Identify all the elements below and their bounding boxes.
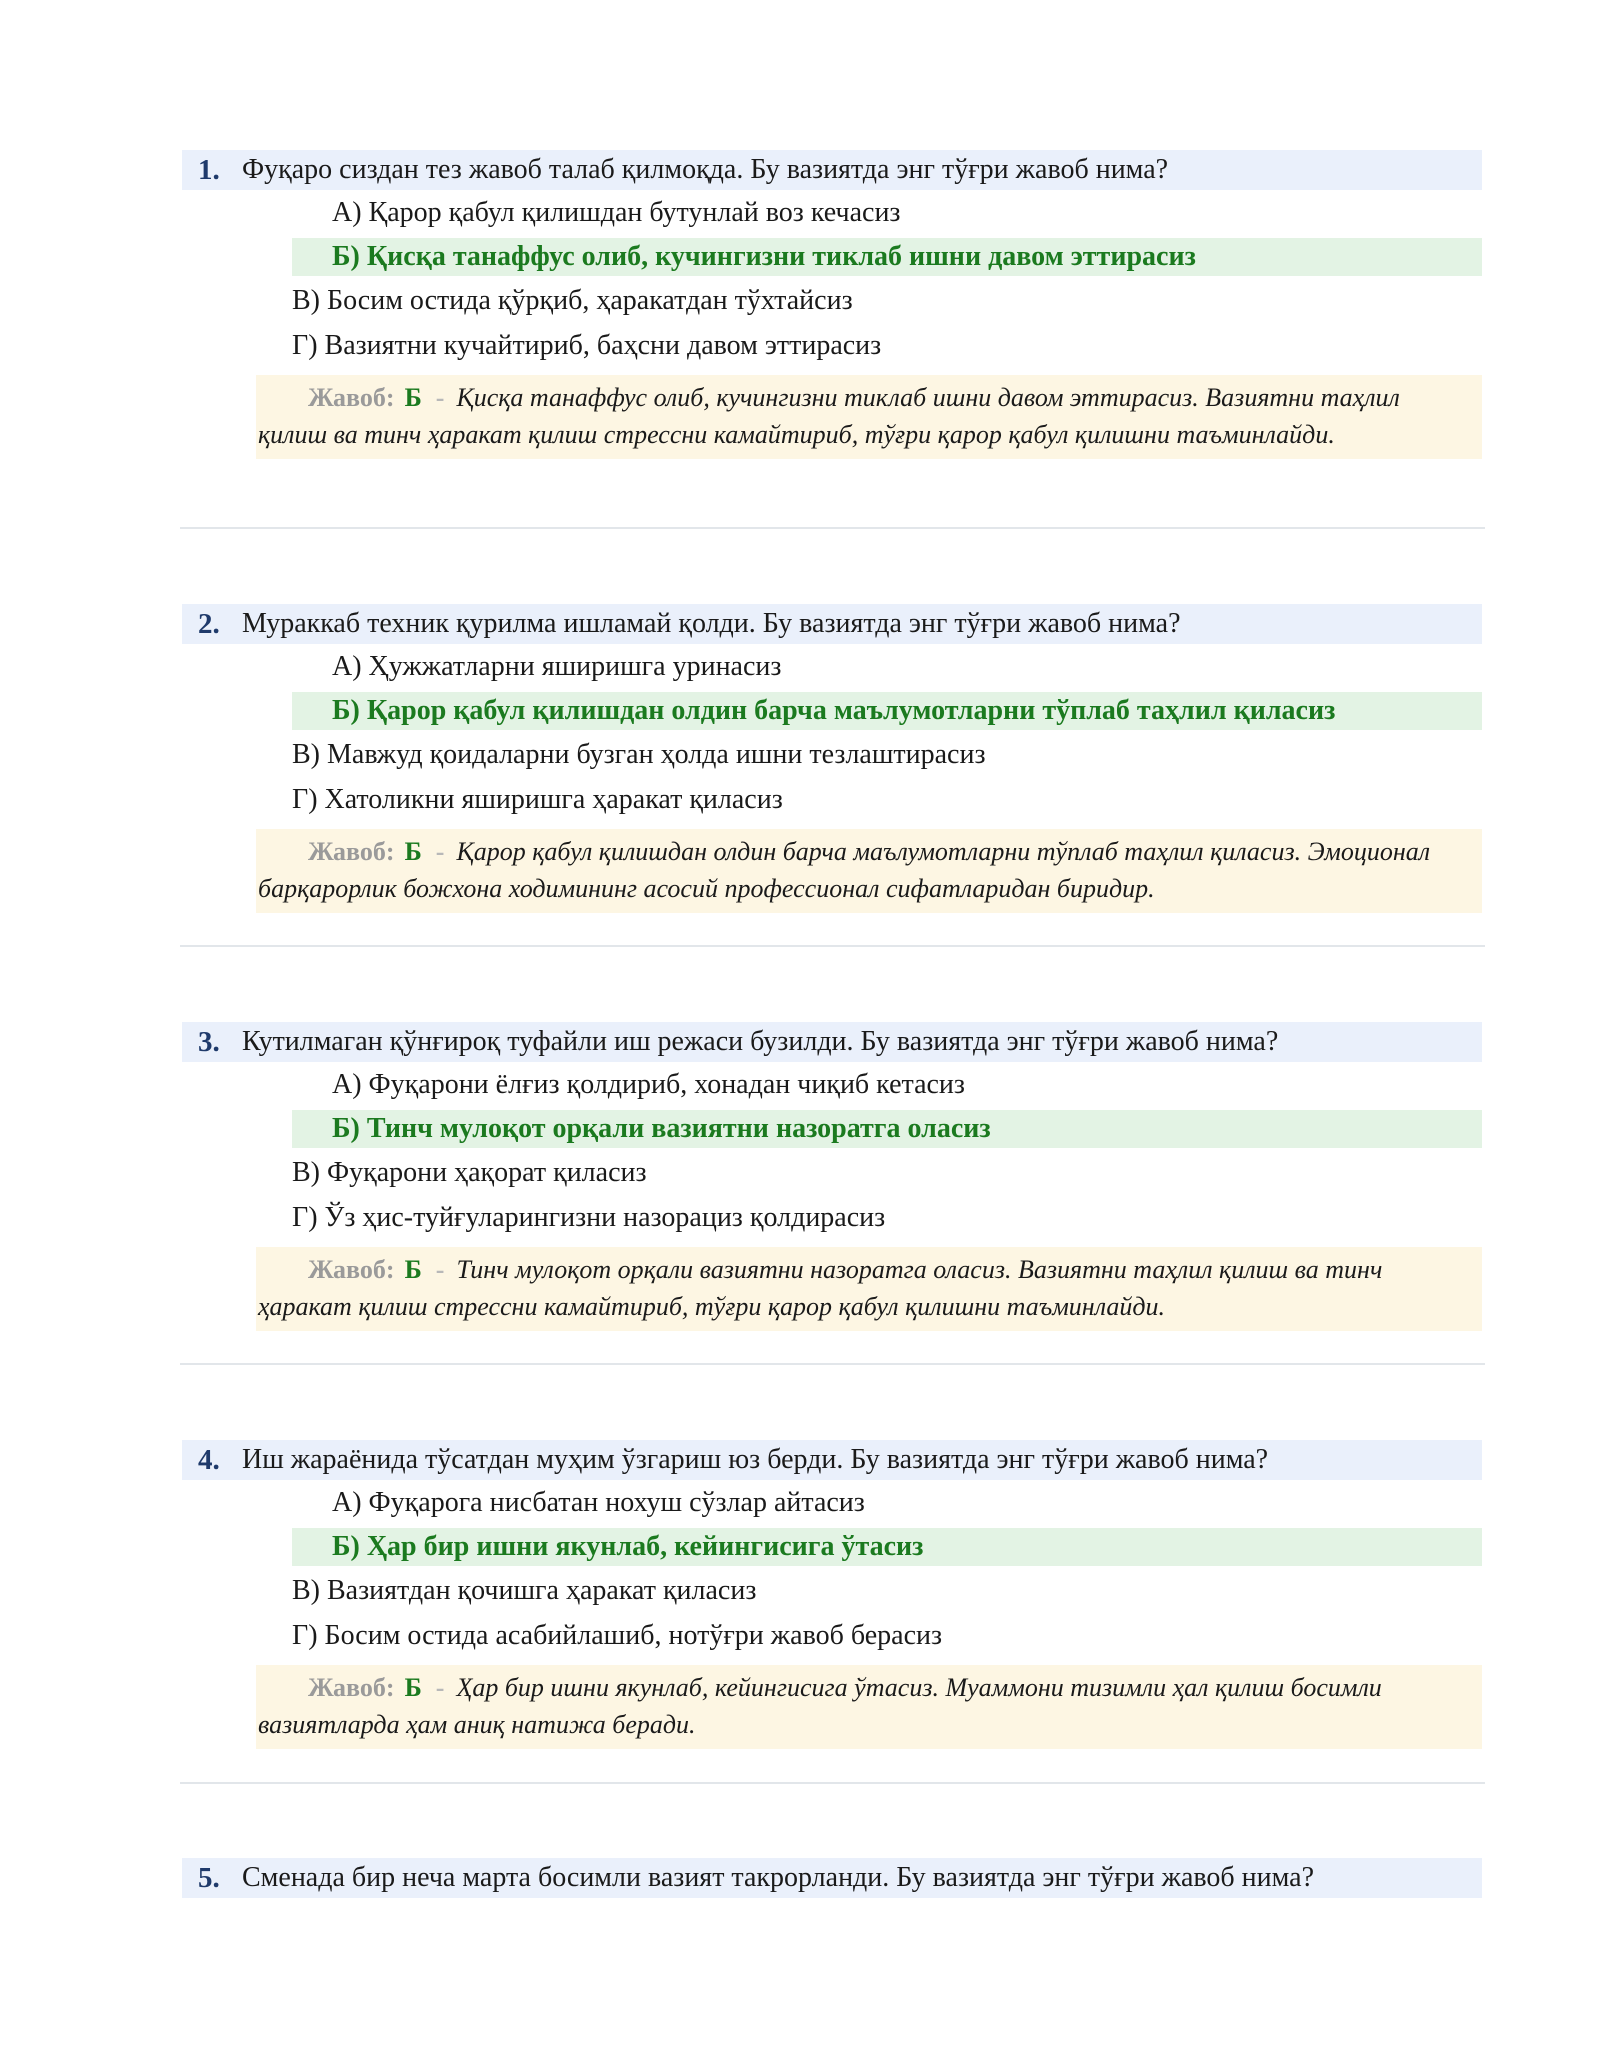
answer-text: Қисқа танаффус олиб, кучингизни тиклаб ишни давом эттирасиз. Вазиятни таҳлил қилиш ва тинч ҳаракат қилиш стрессни камайтириб, тўғри қарор қабул қилишни таъминлайди. xyxy=(258,383,1400,449)
option-b-text: Б) Ҳар бир ишни якунлаб, кейингисига ўтасиз xyxy=(332,1531,924,1562)
answer-label: Жавоб: xyxy=(308,383,395,412)
question-divider xyxy=(180,527,1485,529)
option-a: А) Қарор қабул қилишдан бутунлай воз кечасиз xyxy=(332,197,901,228)
question-text: Мураккаб техник қурилма ишламай қолди. Бу вазиятда энг тўғри жавоб нима? xyxy=(242,608,1181,639)
option-b-correct xyxy=(292,1528,1482,1566)
option-b-text: Б) Тинч мулоқот орқали вазиятни назоратга оласиз xyxy=(332,1113,991,1144)
answer-explanation xyxy=(256,1247,1482,1331)
question-text: Кутилмаган қўнғироқ туфайли иш режаси бузилди. Бу вазиятда энг тўғри жавоб нима? xyxy=(242,1026,1279,1057)
question-divider xyxy=(180,1782,1485,1784)
option-a: А) Ҳужжатларни яширишга уринасиз xyxy=(332,651,782,682)
option-a: А) Фуқарони ёлғиз қолдириб, хонадан чиқиб кетасиз xyxy=(332,1069,965,1100)
question-number: 5. xyxy=(198,1862,220,1894)
answer-letter: Б xyxy=(404,1255,422,1284)
question-number: 1. xyxy=(198,154,220,186)
option-d: Г) Вазиятни кучайтириб, баҳсни давом эттирасиз xyxy=(292,330,882,361)
question-number: 4. xyxy=(198,1444,220,1476)
answer-letter: Б xyxy=(404,1673,422,1702)
option-b-correct xyxy=(292,238,1482,276)
question-text: Сменада бир неча марта босимли вазият такрорланди. Бу вазиятда энг тўғри жавоб нима? xyxy=(242,1862,1314,1893)
option-b-text: Б) Қисқа танаффус олиб, кучингизни тиклаб ишни давом эттирасиз xyxy=(332,241,1196,272)
answer-explanation xyxy=(256,375,1482,459)
answer-text: Ҳар бир ишни якунлаб, кейингисига ўтасиз. Муаммони тизимли ҳал қилиш босимли вазиятларда ҳам аниқ натижа беради. xyxy=(258,1673,1382,1739)
option-c: В) Мавжуд қоидаларни бузган ҳолда ишни тезлаштирасиз xyxy=(292,739,986,770)
question-number: 2. xyxy=(198,608,220,640)
answer-dash: - xyxy=(435,1255,445,1284)
answer-explanation xyxy=(256,1665,1482,1749)
option-d: Г) Хатоликни яширишга ҳаракат қиласиз xyxy=(292,784,783,815)
option-b-correct xyxy=(292,1110,1482,1148)
question-text: Фуқаро сиздан тез жавоб талаб қилмоқда. Бу вазиятда энг тўғри жавоб нима? xyxy=(242,154,1169,185)
answer-text: Тинч мулоқот орқали вазиятни назоратга оласиз. Вазиятни таҳлил қилиш ва тинч ҳаракат қилиш стрессни камайтириб, тўғри қарор қабул қилишни таъминлайди. xyxy=(258,1255,1383,1321)
answer-label: Жавоб: xyxy=(308,1255,395,1284)
option-d: Г) Ўз ҳис-туйғуларингизни назорациз қолдирасиз xyxy=(292,1202,886,1233)
option-c: В) Вазиятдан қочишга ҳаракат қиласиз xyxy=(292,1575,757,1606)
answer-dash: - xyxy=(435,1673,445,1702)
option-c: В) Фуқарони ҳақорат қиласиз xyxy=(292,1157,647,1188)
answer-label: Жавоб: xyxy=(308,1673,395,1702)
answer-dash: - xyxy=(435,837,445,866)
answer-explanation xyxy=(256,829,1482,913)
question-number: 3. xyxy=(198,1026,220,1058)
answer-text: Қарор қабул қилишдан олдин барча маълумотларни тўплаб таҳлил қиласиз. Эмоционал барқарорлик божхона ходимининг асосий профессионал сифатларидан биридир. xyxy=(258,837,1431,903)
answer-letter: Б xyxy=(404,383,422,412)
option-d: Г) Босим остида асабийлашиб, нотўғри жавоб берасиз xyxy=(292,1620,943,1651)
question-text: Иш жараёнида тўсатдан муҳим ўзгариш юз берди. Бу вазиятда энг тўғри жавоб нима? xyxy=(242,1444,1269,1475)
answer-label: Жавоб: xyxy=(308,837,395,866)
option-b-text: Б) Қарор қабул қилишдан олдин барча маълумотларни тўплаб таҳлил қиласиз xyxy=(332,695,1336,726)
answer-dash: - xyxy=(435,383,445,412)
question-divider xyxy=(180,945,1485,947)
answer-letter: Б xyxy=(404,837,422,866)
option-c: В) Босим остида қўрқиб, ҳаракатдан тўхтайсиз xyxy=(292,285,853,316)
option-b-correct xyxy=(292,692,1482,730)
question-divider xyxy=(180,1363,1485,1365)
option-a: А) Фуқарога нисбатан нохуш сўзлар айтасиз xyxy=(332,1487,865,1518)
